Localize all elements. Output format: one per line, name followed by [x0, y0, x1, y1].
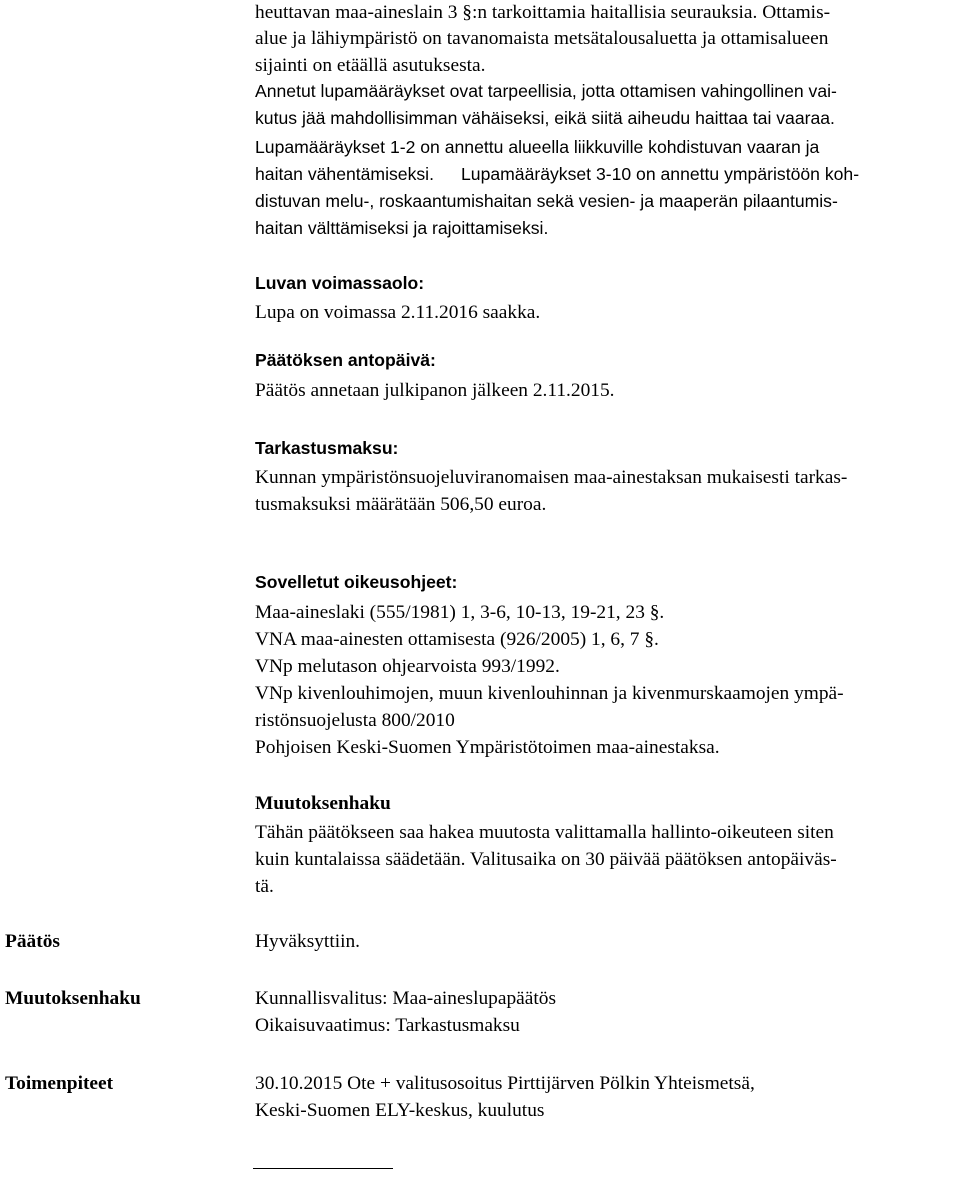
decision-date-heading: Päätöksen antopäivä: — [255, 350, 436, 370]
text-line: Lupamääräykset 1-2 on annettu alueella liikkuville kohdistuvan vaaran ja — [255, 137, 820, 157]
text-line: heuttavan maa-aineslain 3 §:n tarkoittamia haitallisia seurauksia. Ottamis- — [255, 2, 831, 23]
text-line: kuin kuntalaissa säädetään. Valitusaika on 30 päivää päätöksen antopäiväs- — [255, 849, 837, 870]
text-line: Oikaisuvaatimus: Tarkastusmaksu — [255, 1015, 520, 1036]
text-line: haitan vähentämiseksi. — [255, 164, 434, 184]
text-line: Hyväksyttiin. — [255, 931, 361, 952]
text-line: tä. — [255, 876, 274, 897]
text-line: VNp melutason ohjearvoista 993/1992. — [255, 656, 560, 677]
text-line: Kunnan ympäristönsuojeluviranomaisen maa-ainestaksan mukaisesti tarkas- — [255, 467, 848, 488]
validity-text: Lupa on voimassa 2.11.2016 saakka. — [255, 302, 541, 323]
text-line: Lupamääräykset 3-10 on annettu ympäristöön koh- — [461, 164, 860, 184]
decision-label: Päätös — [5, 931, 60, 952]
decision-date-text: Päätös annetaan julkipanon jälkeen 2.11.2015. — [255, 380, 615, 401]
text-line: VNA maa-ainesten ottamisesta (926/2005) 1, 6, 7 §. — [255, 629, 659, 650]
text-line: distuvan melu-, roskaantumishaitan sekä vesien- ja maaperän pilaantumis- — [255, 191, 838, 211]
text-line: tusmaksuksi määrätään 506,50 euroa. — [255, 494, 547, 515]
text-line: Tähän päätökseen saa hakea muutosta valittamalla hallinto-oikeuteen siten — [255, 822, 834, 843]
validity-heading: Luvan voimassaolo: — [255, 273, 425, 293]
signature-rule — [253, 1168, 393, 1169]
text-line: Annetut lupamääräykset ovat tarpeellisia, jotta ottamisen vahingollinen vai- — [255, 81, 837, 101]
text-line: kutus jää mahdollisimman vähäiseksi, eikä siitä aiheudu haittaa tai vaaraa. — [255, 108, 835, 128]
actions-label: Toimenpiteet — [5, 1073, 114, 1094]
appeal-label: Muutoksenhaku — [5, 988, 141, 1009]
text-line: alue ja lähiympäristö on tavanomaista metsätalousaluetta ja ottamisalueen — [255, 28, 829, 49]
text-line: VNp kivenlouhimojen, muun kivenlouhinnan ja kivenmurskaamojen ympä- — [255, 683, 844, 704]
legal-heading: Sovelletut oikeusohjeet: — [255, 572, 458, 592]
text-line: Maa-aineslaki (555/1981) 1, 3-6, 10-13, 19-21, 23 §. — [255, 602, 665, 623]
fee-heading: Tarkastusmaksu: — [255, 438, 399, 458]
text-line: Keski-Suomen ELY-keskus, kuulutus — [255, 1100, 545, 1121]
text-line: sijainti on etäällä asutuksesta. — [255, 55, 486, 76]
appeal-heading: Muutoksenhaku — [255, 793, 391, 814]
text-line: haitan välttämiseksi ja rajoittamiseksi. — [255, 218, 549, 238]
text-line: 30.10.2015 Ote + valitusosoitus Pirttijärven Pölkin Yhteismetsä, — [255, 1073, 755, 1094]
text-line: ristönsuojelusta 800/2010 — [255, 710, 455, 731]
text-line: Pohjoisen Keski-Suomen Ympäristötoimen maa-ainestaksa. — [255, 737, 720, 758]
text-line: Kunnallisvalitus: Maa-aineslupapäätös — [255, 988, 557, 1009]
